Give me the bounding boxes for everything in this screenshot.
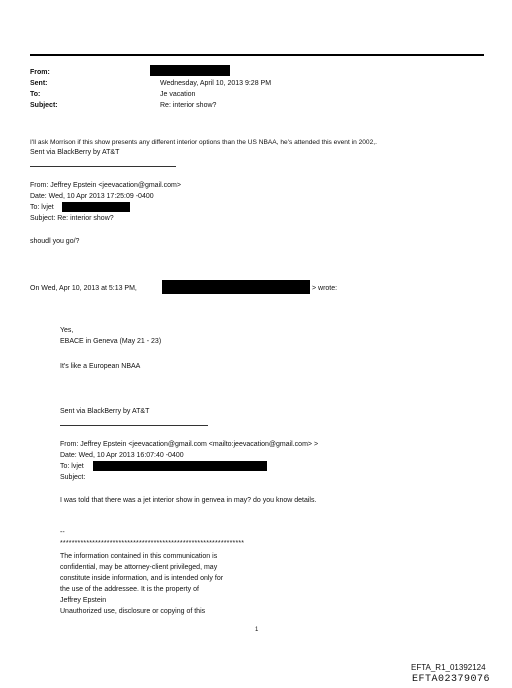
body-line-1: I'll ask Morrison if this show presents any different interior options than the US NBAA, he's attended this event in 2002,. [30,139,377,146]
quoted1-date: Date: Wed, 10 Apr 2013 17:25:09 -0400 [30,193,154,200]
subject-label: Subject: [30,102,58,109]
reply-intro-suffix: > wrote: [312,285,338,292]
to-value: Je vacation [160,91,196,98]
redaction-quoted1-to [62,202,130,212]
disclaimer-line-4: the use of the addressee. It is the property of [60,586,199,593]
bates-id-primary: EFTA_R1_01392124 [411,663,486,672]
body-line-2: Sent via BlackBerry by AT&T [30,149,120,156]
reply-intro-prefix: On Wed, Apr 10, 2013 at 5:13 PM, [30,285,137,292]
separator-1 [30,166,176,167]
sent-label: Sent: [30,80,48,87]
quoted2-from: From: Jeffrey Epstein <jeevacation@gmail.com <mailto:jeevacation@gmail.com> > [60,441,319,448]
separator-2 [60,425,208,426]
inner-sent-via: Sent via BlackBerry by AT&T [60,408,150,415]
disclaimer-dash: -- [60,529,65,536]
quoted2-date: Date: Wed, 10 Apr 2013 16:07:40 -0400 [60,452,184,459]
disclaimer-line-3: constitute inside information, and is intended only for [60,575,224,582]
disclaimer-stars: *************************************************************** [60,540,245,547]
subject-value: Re: interior show? [160,102,217,109]
quoted2-to: To: lvjet [60,463,84,470]
quoted2-message: I was told that there was a jet interior show in genvea in may? do you know details. [60,497,317,504]
quoted1-from: From: Jeffrey Epstein <jeevacation@gmail.com> [30,182,181,189]
quoted2-subject: Subject: [60,474,86,481]
bates-id-secondary: EFTA02379076 [412,674,491,685]
header-rule [30,54,484,56]
quoted1-to: To: lvjet [30,204,54,211]
sent-value: Wednesday, April 10, 2013 9:28 PM [160,80,272,87]
redaction-from [150,65,230,76]
disclaimer-line-2: confidential, may be attorney-client privileged, may [60,564,218,571]
quoted1-message: shoudl you go/? [30,238,80,245]
disclaimer-line-6: Unauthorized use, disclosure or copying of this [60,608,206,615]
disclaimer-line-1: The information contained in this communication is [60,553,218,560]
inner-ebace: EBACE in Geneva (May 21 - 23) [60,338,162,345]
redaction-quoted2-to [93,461,267,471]
page-number: 1 [255,627,259,633]
redaction-reply-intro [162,280,310,294]
inner-yes: Yes, [60,327,74,334]
quoted1-subject: Subject: Re: interior show? [30,215,114,222]
from-label: From: [30,69,50,76]
disclaimer-line-5: Jeffrey Epstein [60,597,107,604]
inner-like: It's like a European NBAA [60,363,141,370]
to-label: To: [30,91,41,98]
